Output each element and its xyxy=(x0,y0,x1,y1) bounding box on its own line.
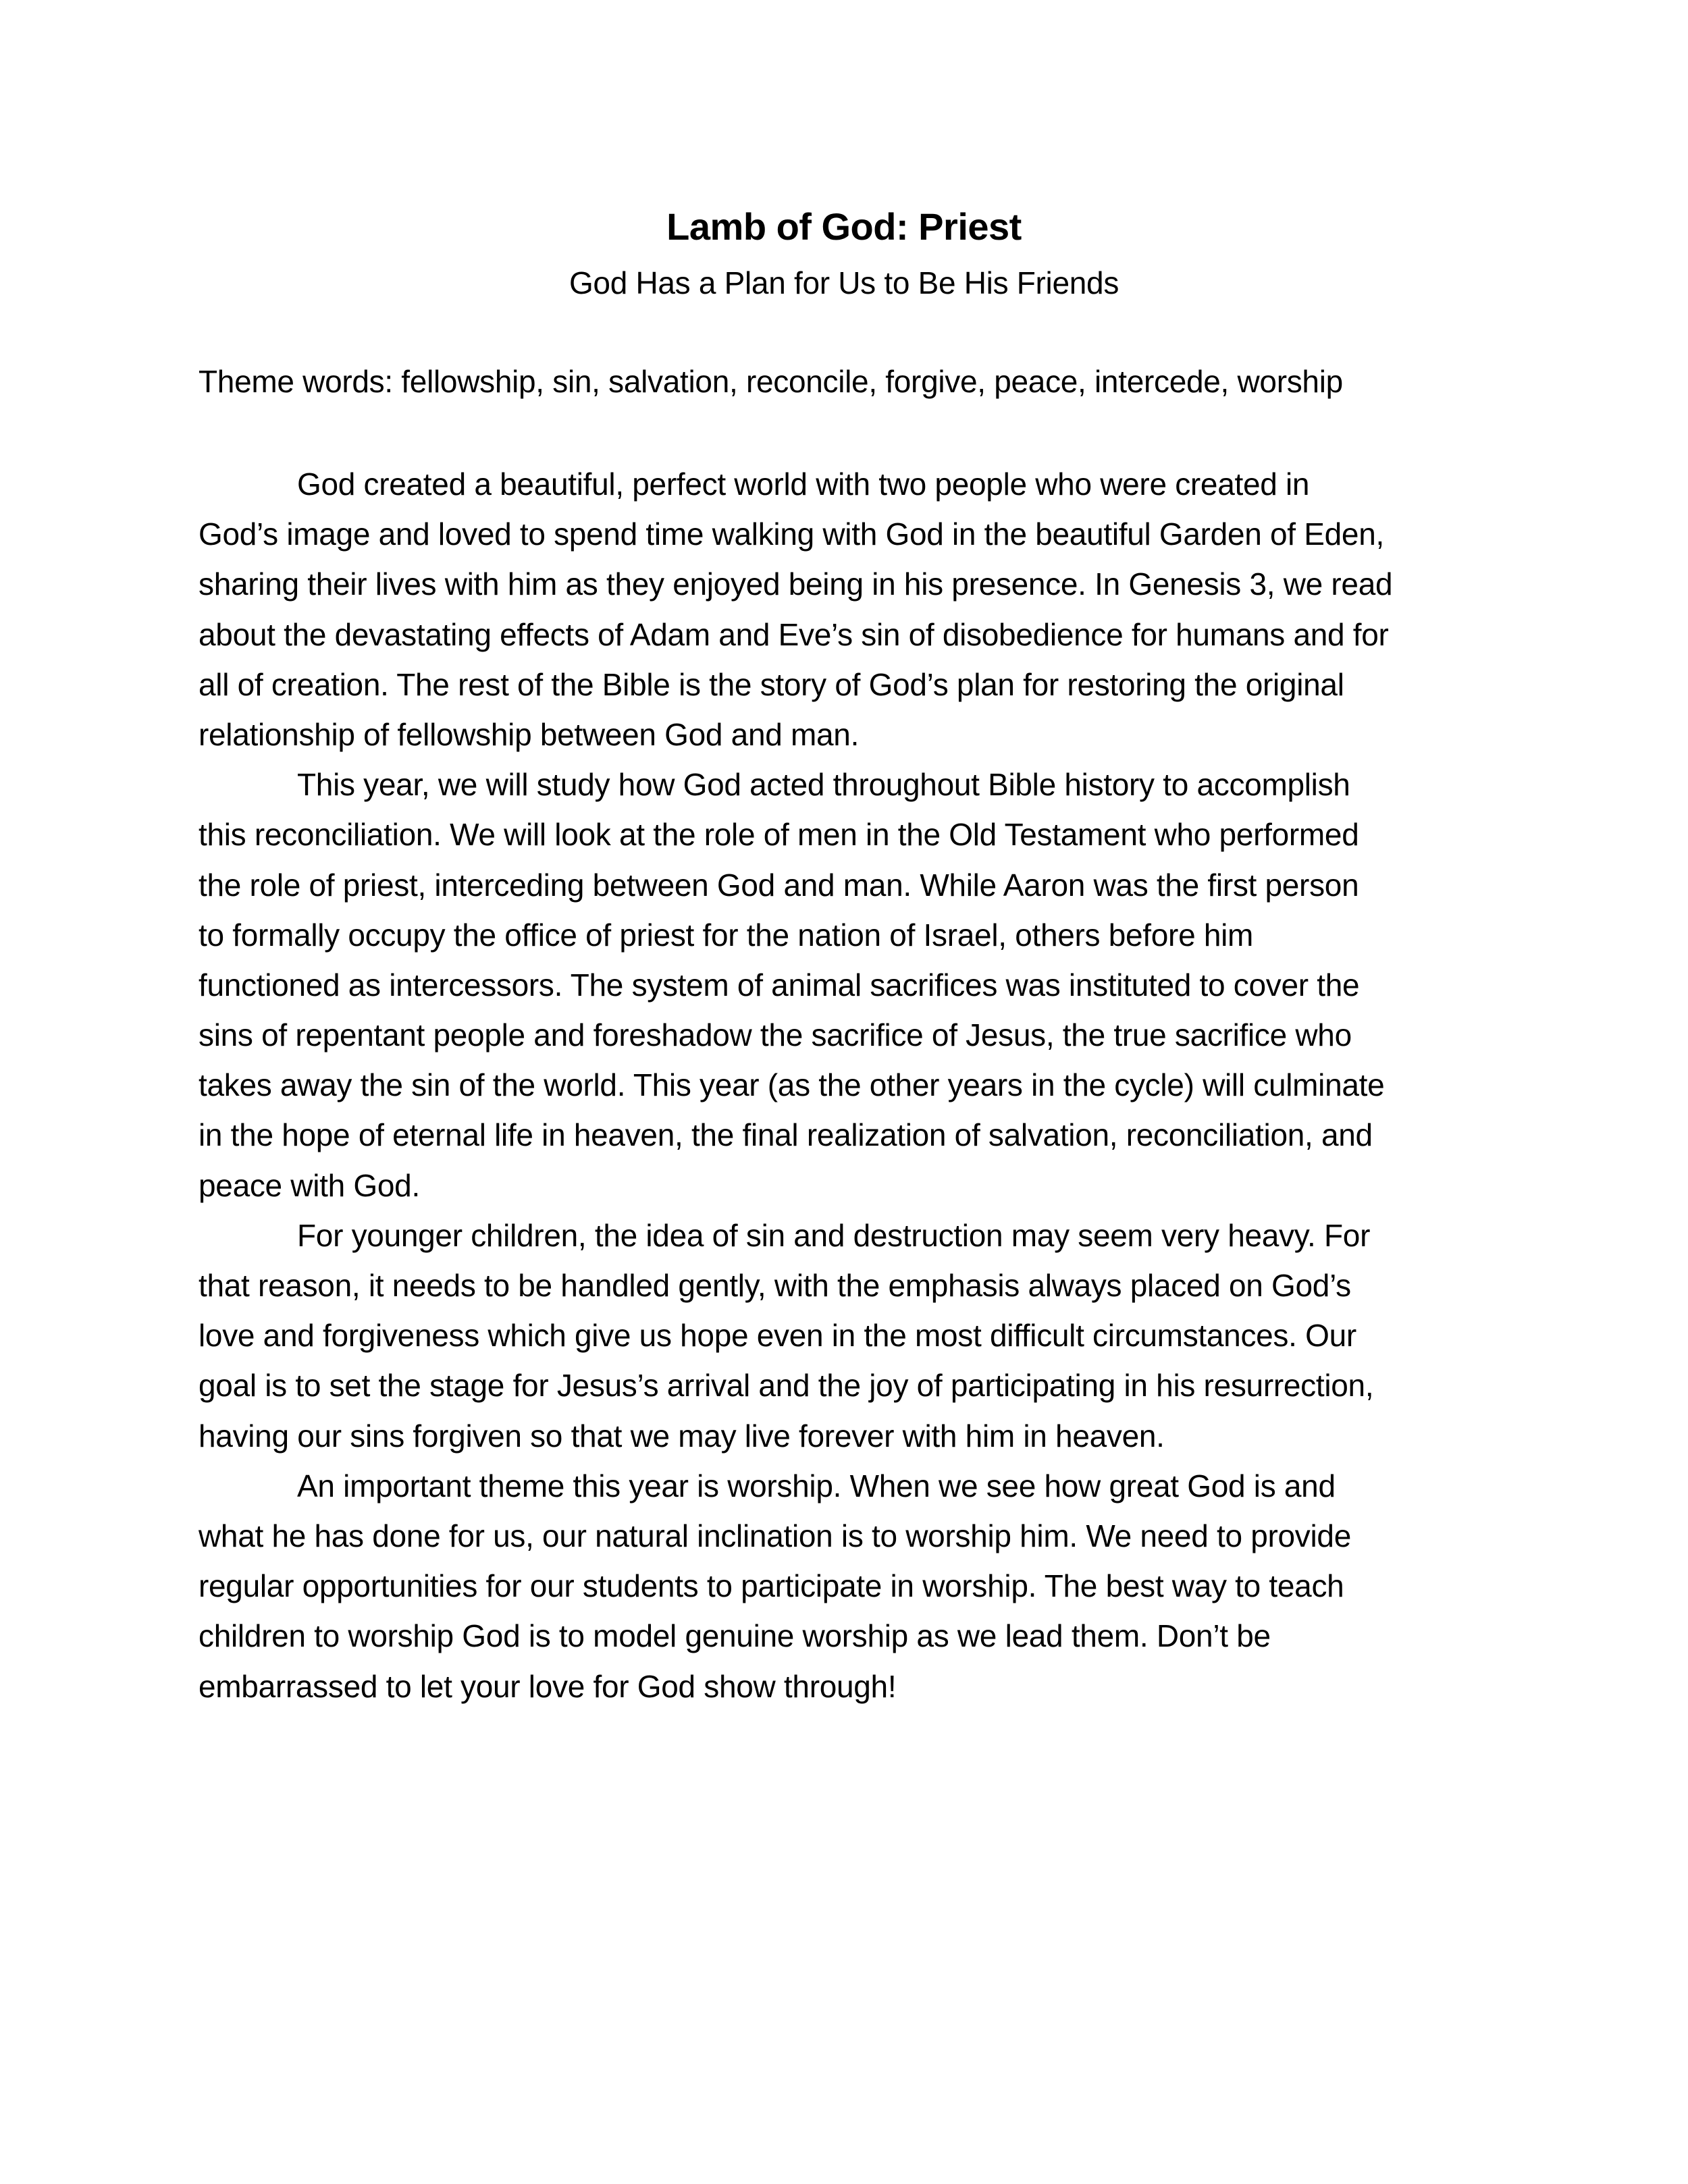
paragraph-line: children to worship God is to model genuine worship as we lead them. Don’t be xyxy=(199,1618,1271,1654)
paragraph-line: having our sins forgiven so that we may live forever with him in heaven. xyxy=(199,1418,1165,1454)
paragraph-line: all of creation. The rest of the Bible is the story of God’s plan for restoring the original xyxy=(199,666,1344,702)
paragraph-line: the role of priest, interceding between God and man. While Aaron was the first person xyxy=(199,867,1359,903)
theme-words: Theme words: fellowship, sin, salvation, reconcile, forgive, peace, intercede, worship xyxy=(199,364,1343,399)
body-text xyxy=(199,459,1522,1711)
paragraph-line: sins of repentant people and foreshadow the sacrifice of Jesus, the true sacrifice who xyxy=(199,1017,1352,1053)
paragraph-line: what he has done for us, our natural inclination is to worship him. We need to provide xyxy=(199,1518,1351,1553)
paragraph-creation xyxy=(199,459,1522,760)
paragraph-line: love and forgiveness which give us hope even in the most difficult circumstances. Our xyxy=(199,1318,1356,1354)
paragraph-line: takes away the sin of the world. This year (as the other years in the cycle) will culminate xyxy=(199,1067,1385,1103)
page-subtitle: God Has a Plan for Us to Be His Friends xyxy=(569,265,1119,300)
paragraph-line: about the devastating effects of Adam and Eve’s sin of disobedience for humans and for xyxy=(199,616,1389,652)
paragraph-line: to formally occupy the office of priest for the nation of Israel, others before him xyxy=(199,917,1254,953)
page-title: Lamb of God: Priest xyxy=(666,205,1022,248)
paragraph-younger-children xyxy=(199,1210,1522,1461)
paragraph-line: For younger children, the idea of sin and destruction may seem very heavy. For xyxy=(297,1217,1371,1253)
paragraph-line: regular opportunities for our students to participate in worship. The best way to teach xyxy=(199,1568,1344,1604)
paragraph-worship xyxy=(199,1461,1522,1711)
paragraph-line: An important theme this year is worship. When we see how great God is and xyxy=(297,1468,1336,1503)
paragraph-study-this-year xyxy=(199,760,1522,1210)
paragraph-line: in the hope of eternal life in heaven, the final realization of salvation, reconciliation, and xyxy=(199,1117,1373,1153)
paragraph-line: sharing their lives with him as they enjoyed being in his presence. In Genesis 3, we read xyxy=(199,566,1393,602)
paragraph-line: God’s image and loved to spend time walking with God in the beautiful Garden of Eden, xyxy=(199,516,1384,552)
paragraph-line: goal is to set the stage for Jesus’s arrival and the joy of participating in his resurrection, xyxy=(199,1368,1374,1404)
paragraph-line: This year, we will study how God acted throughout Bible history to accomplish xyxy=(297,767,1350,803)
paragraph-line: this reconciliation. We will look at the role of men in the Old Testament who performed xyxy=(199,817,1359,853)
paragraph-line: functioned as intercessors. The system of animal sacrifices was instituted to cover the xyxy=(199,967,1360,1003)
paragraph-line: embarrassed to let your love for God show through! xyxy=(199,1668,897,1704)
paragraph-line: God created a beautiful, perfect world with two people who were created in xyxy=(297,467,1310,502)
paragraph-line: peace with God. xyxy=(199,1167,420,1203)
paragraph-line: that reason, it needs to be handled gently, with the emphasis always placed on God’s xyxy=(199,1268,1351,1303)
paragraph-line: relationship of fellowship between God and man. xyxy=(199,716,860,752)
